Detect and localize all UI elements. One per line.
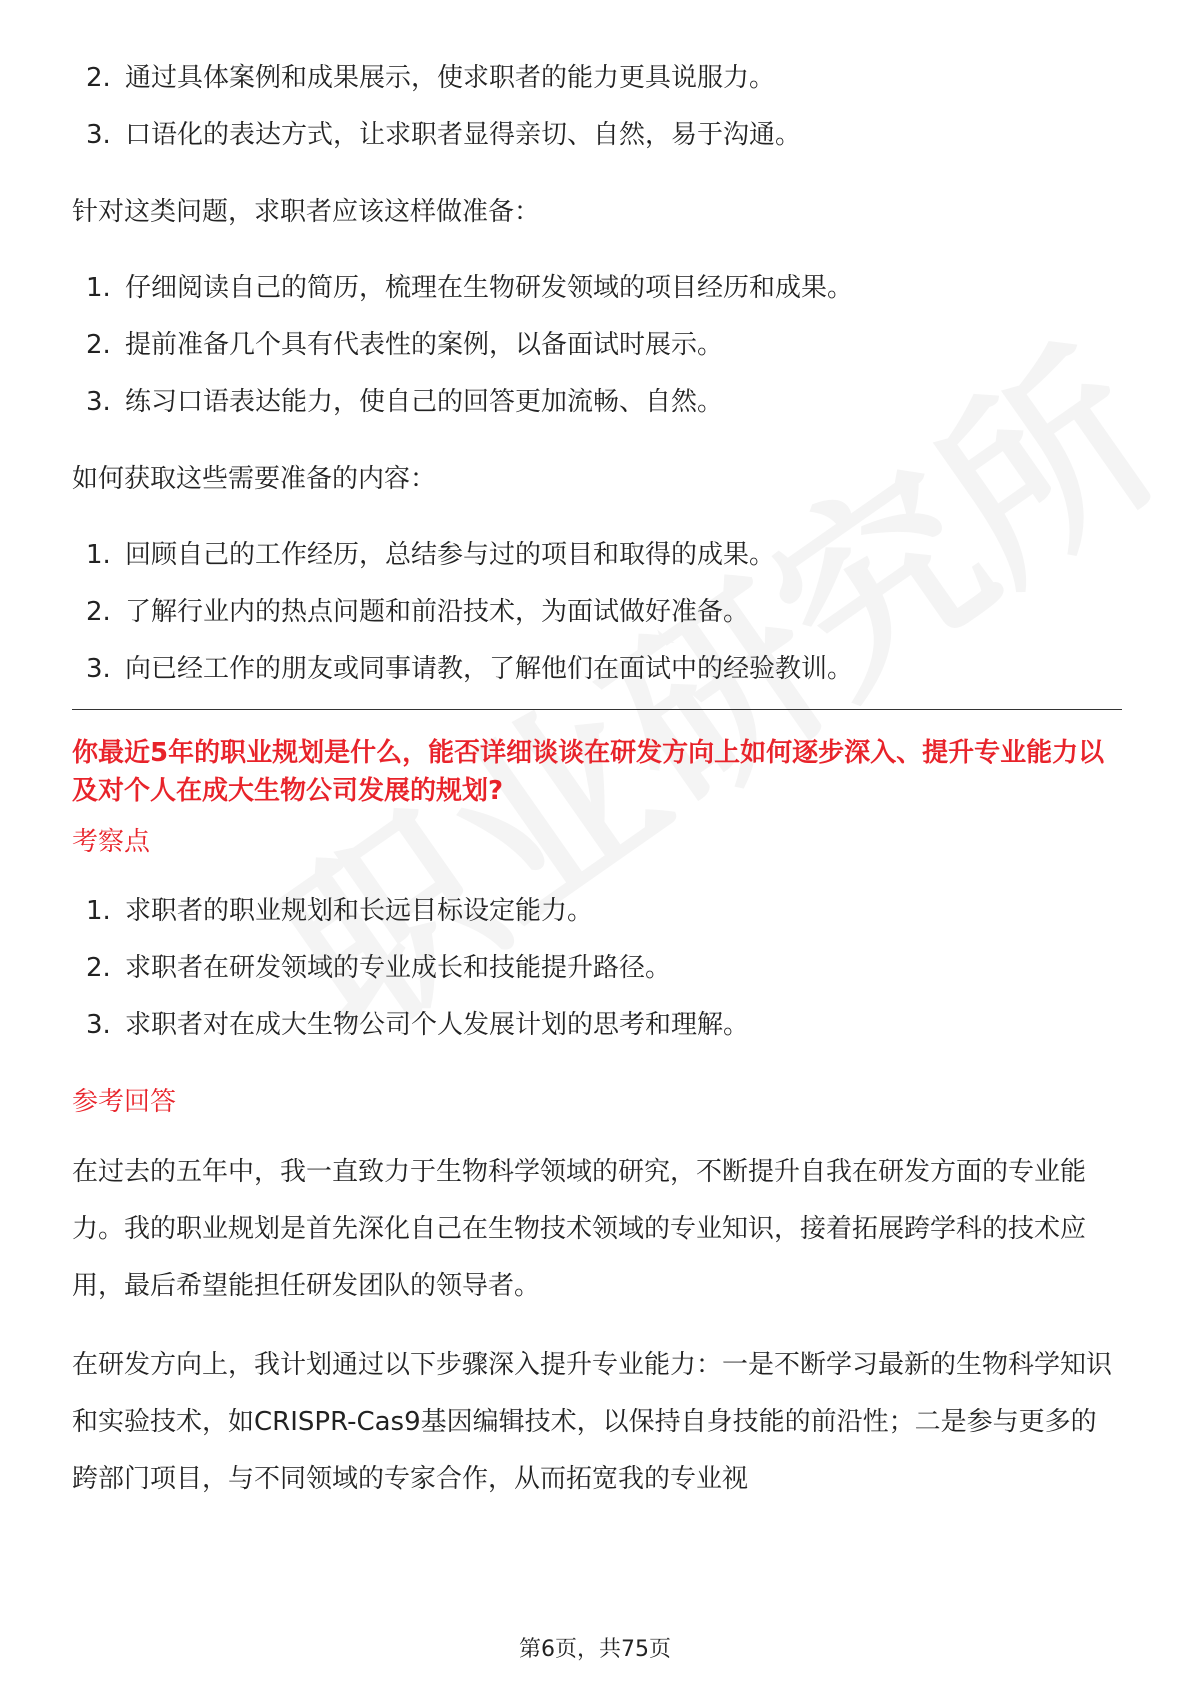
list-item: 2. 了解行业内的热点问题和前沿技术，为面试做好准备。 (86, 597, 750, 627)
section-divider (72, 709, 1122, 710)
document-body (72, 60, 1122, 1508)
reference-answer-heading: 参考回答 (72, 1087, 177, 1117)
list-item: 1. 求职者的职业规划和长远目标设定能力。 (86, 896, 594, 926)
list-item: 3. 口语化的表达方式，让求职者显得亲切、自然，易于沟通。 (86, 120, 802, 150)
list-communication-points (72, 60, 1122, 153)
page-number: 第6页，共75页 (519, 1637, 671, 1662)
prepare-intro: 针对这类问题，求职者应该这样做准备： (72, 197, 541, 227)
list-item: 3. 求职者对在成大生物公司个人发展计划的思考和理解。 (86, 1010, 750, 1040)
answer-paragraph: 在过去的五年中，我一直致力于生物科学领域的研究，不断提升自我在研发方面的专业能力。我的职业规划是首先深化自己在生物技术领域的专业知识，接着拓展跨学科的技术应用，最后希望能担任研发团队的领导者。 (72, 1157, 1087, 1301)
list-obtain-steps (72, 537, 1122, 687)
list-exam-points (72, 893, 1122, 1043)
list-item: 2. 提前准备几个具有代表性的案例，以备面试时展示。 (86, 330, 724, 360)
list-item: 2. 通过具体案例和成果展示，使求职者的能力更具说服力。 (86, 63, 776, 93)
answer-paragraph: 在研发方向上，我计划通过以下步骤深入提升专业能力：一是不断学习最新的生物科学知识和实验技术，如CRISPR-Cas9基因编辑技术，以保持自身技能的前沿性；二是参与更多的跨部门项目，与不同领域的专家合作，从而拓宽我的专业视 (72, 1350, 1113, 1494)
list-item: 2. 求职者在研发领域的专业成长和技能提升路径。 (86, 953, 672, 983)
obtain-intro: 如何获取这些需要准备的内容： (72, 464, 437, 494)
list-item: 3. 向已经工作的朋友或同事请教，了解他们在面试中的经验教训。 (86, 654, 854, 684)
list-item: 1. 仔细阅读自己的简历，梳理在生物研发领域的项目经历和成果。 (86, 273, 854, 303)
list-item: 3. 练习口语表达能力，使自己的回答更加流畅、自然。 (86, 387, 724, 417)
exam-points-heading: 考察点 (72, 827, 151, 857)
list-item: 1. 回顾自己的工作经历，总结参与过的项目和取得的成果。 (86, 540, 776, 570)
list-preparation-steps (72, 270, 1122, 420)
interview-question: 你最近5年的职业规划是什么，能否详细谈谈在研发方向上如何逐步深入、提升专业能力以及对个人在成大生物公司发展的规划? (72, 738, 1105, 806)
